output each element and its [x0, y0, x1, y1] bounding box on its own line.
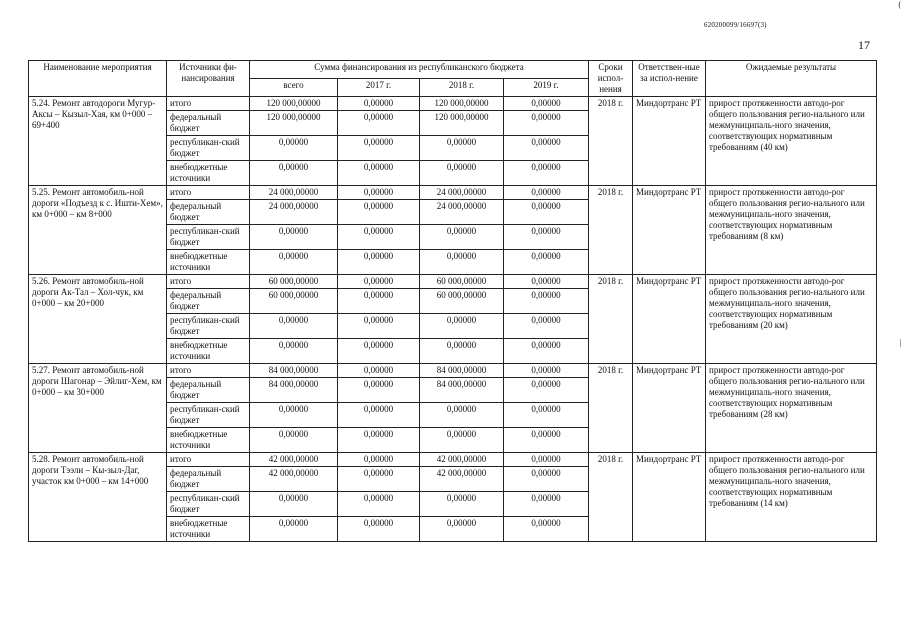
- total-value: 0,00000: [250, 161, 338, 186]
- total-value: 0,00000: [250, 339, 338, 364]
- value-2017: 0,00000: [338, 428, 420, 453]
- funding-source: федеральный бюджет: [167, 467, 250, 492]
- value-2018: 60 000,00000: [420, 289, 504, 314]
- execution-term: 2018 г.: [589, 97, 633, 186]
- value-2017: 0,00000: [338, 492, 420, 517]
- funding-source: итого: [167, 186, 250, 200]
- execution-term: 2018 г.: [589, 453, 633, 542]
- expected-result: прирост протяженности автодо-рог общего пользования регио-нального или межмуниципаль-ного значения, соответствующих нормативным требованиям (14 км): [706, 453, 877, 542]
- value-2019: 0,00000: [504, 161, 589, 186]
- page-number: 17: [858, 38, 870, 52]
- value-2019: 0,00000: [504, 186, 589, 200]
- funding-source: итого: [167, 97, 250, 111]
- table-header: [29, 61, 877, 97]
- total-value: 0,00000: [250, 314, 338, 339]
- value-2019: 0,00000: [504, 97, 589, 111]
- value-2017: 0,00000: [338, 453, 420, 467]
- table-row: [29, 453, 877, 467]
- total-value: 60 000,00000: [250, 289, 338, 314]
- header-sum-group: Сумма финансирования из республиканского бюджета: [250, 61, 589, 79]
- value-2017: 0,00000: [338, 225, 420, 250]
- header-2018: 2018 г.: [420, 79, 504, 97]
- value-2019: 0,00000: [504, 453, 589, 467]
- value-2018: 0,00000: [420, 225, 504, 250]
- total-value: 0,00000: [250, 225, 338, 250]
- total-value: 84 000,00000: [250, 364, 338, 378]
- value-2019: 0,00000: [504, 136, 589, 161]
- expected-result: прирост протяженности автодо-рог общего пользования регио-нального или межмуниципаль-ного значения, соответствующих нормативным требованиям (8 км): [706, 186, 877, 275]
- value-2018: 0,00000: [420, 403, 504, 428]
- header-term: Сроки испол-нения: [589, 61, 633, 97]
- responsible-party: Миндортранс РТ: [633, 364, 706, 453]
- execution-term: 2018 г.: [589, 275, 633, 364]
- value-2018: 120 000,00000: [420, 97, 504, 111]
- responsible-party: Миндортранс РТ: [633, 453, 706, 542]
- value-2017: 0,00000: [338, 403, 420, 428]
- value-2019: 0,00000: [504, 314, 589, 339]
- total-value: 60 000,00000: [250, 275, 338, 289]
- value-2019: 0,00000: [504, 289, 589, 314]
- value-2018: 0,00000: [420, 161, 504, 186]
- total-value: 42 000,00000: [250, 453, 338, 467]
- value-2019: 0,00000: [504, 428, 589, 453]
- value-2017: 0,00000: [338, 467, 420, 492]
- funding-source: республикан-ский бюджет: [167, 136, 250, 161]
- scan-mark: |: [899, 338, 901, 347]
- value-2017: 0,00000: [338, 200, 420, 225]
- value-2018: 0,00000: [420, 136, 504, 161]
- value-2018: 84 000,00000: [420, 364, 504, 378]
- funding-source: федеральный бюджет: [167, 289, 250, 314]
- value-2017: 0,00000: [338, 378, 420, 403]
- measure-name: 5.24. Ремонт автодороги Мугур-Аксы – Кызыл-Хая, км 0+000 – 69+400: [29, 97, 167, 186]
- value-2017: 0,00000: [338, 364, 420, 378]
- value-2017: 0,00000: [338, 275, 420, 289]
- value-2019: 0,00000: [504, 339, 589, 364]
- total-value: 0,00000: [250, 403, 338, 428]
- responsible-party: Миндортранс РТ: [633, 97, 706, 186]
- value-2018: 0,00000: [420, 314, 504, 339]
- total-value: 120 000,00000: [250, 97, 338, 111]
- table-row: [29, 186, 877, 200]
- value-2017: 0,00000: [338, 161, 420, 186]
- funding-source: федеральный бюджет: [167, 378, 250, 403]
- total-value: 0,00000: [250, 517, 338, 542]
- total-value: 0,00000: [250, 136, 338, 161]
- value-2017: 0,00000: [338, 250, 420, 275]
- expected-result: прирост протяженности автодо-рог общего пользования регио-нального или межмуниципаль-ного значения, соответствующих нормативным требованиям (40 км): [706, 97, 877, 186]
- value-2018: 24 000,00000: [420, 186, 504, 200]
- value-2017: 0,00000: [338, 339, 420, 364]
- total-value: 24 000,00000: [250, 200, 338, 225]
- funding-source: внебюджетные источники: [167, 161, 250, 186]
- value-2018: 24 000,00000: [420, 200, 504, 225]
- value-2019: 0,00000: [504, 275, 589, 289]
- table-body: [29, 97, 877, 542]
- funding-source: внебюджетные источники: [167, 339, 250, 364]
- value-2017: 0,00000: [338, 289, 420, 314]
- table-row: [29, 275, 877, 289]
- document-number: 620200099/16697(3): [704, 21, 767, 29]
- expected-result: прирост протяженности автодо-рог общего пользования регио-нального или межмуниципаль-ного значения, соответствующих нормативным требованиям (28 км): [706, 364, 877, 453]
- value-2019: 0,00000: [504, 403, 589, 428]
- total-value: 0,00000: [250, 428, 338, 453]
- value-2018: 84 000,00000: [420, 378, 504, 403]
- value-2017: 0,00000: [338, 314, 420, 339]
- funding-source: итого: [167, 453, 250, 467]
- funding-source: республикан-ский бюджет: [167, 225, 250, 250]
- value-2019: 0,00000: [504, 517, 589, 542]
- responsible-party: Миндортранс РТ: [633, 186, 706, 275]
- funding-source: федеральный бюджет: [167, 200, 250, 225]
- value-2018: 42 000,00000: [420, 453, 504, 467]
- value-2018: 60 000,00000: [420, 275, 504, 289]
- value-2018: 0,00000: [420, 339, 504, 364]
- value-2018: 120 000,00000: [420, 111, 504, 136]
- funding-source: итого: [167, 364, 250, 378]
- value-2018: 0,00000: [420, 428, 504, 453]
- funding-source: федеральный бюджет: [167, 111, 250, 136]
- value-2019: 0,00000: [504, 492, 589, 517]
- total-value: 84 000,00000: [250, 378, 338, 403]
- execution-term: 2018 г.: [589, 186, 633, 275]
- value-2018: 0,00000: [420, 492, 504, 517]
- value-2019: 0,00000: [504, 225, 589, 250]
- header-total: всего: [250, 79, 338, 97]
- value-2017: 0,00000: [338, 97, 420, 111]
- header-sources: Источники фи-нансирования: [167, 61, 250, 97]
- total-value: 24 000,00000: [250, 186, 338, 200]
- total-value: 0,00000: [250, 250, 338, 275]
- header-responsible: Ответствен-ные за испол-нение: [633, 61, 706, 97]
- value-2019: 0,00000: [504, 250, 589, 275]
- expected-result: прирост протяженности автодо-рог общего пользования регио-нального или межмуниципаль-ного значения, соответствующих нормативным требованиям (20 км): [706, 275, 877, 364]
- value-2017: 0,00000: [338, 136, 420, 161]
- measure-name: 5.27. Ремонт автомобиль-ной дороги Шагонар – Эйлиг-Хем, км 0+000 – км 30+000: [29, 364, 167, 453]
- header-2017: 2017 г.: [338, 79, 420, 97]
- funding-source: республикан-ский бюджет: [167, 403, 250, 428]
- funding-source: внебюджетные источники: [167, 517, 250, 542]
- header-2019: 2019 г.: [504, 79, 589, 97]
- measure-name: 5.26. Ремонт автомобиль-ной дороги Ак-Тал – Хол-чук, км 0+000 – км 20+000: [29, 275, 167, 364]
- value-2017: 0,00000: [338, 186, 420, 200]
- table-row: [29, 97, 877, 111]
- total-value: 0,00000: [250, 492, 338, 517]
- value-2019: 0,00000: [504, 364, 589, 378]
- funding-source: республикан-ский бюджет: [167, 314, 250, 339]
- value-2019: 0,00000: [504, 111, 589, 136]
- value-2018: 0,00000: [420, 517, 504, 542]
- scan-mark: (: [898, 0, 901, 9]
- measure-name: 5.25. Ремонт автомобиль-ной дороги «Подъезд к с. Ишти-Хем», км 0+000 – км 8+000: [29, 186, 167, 275]
- table-row: [29, 364, 877, 378]
- funding-source: внебюджетные источники: [167, 250, 250, 275]
- value-2018: 42 000,00000: [420, 467, 504, 492]
- header-results: Ожидаемые результаты: [706, 61, 877, 97]
- value-2017: 0,00000: [338, 517, 420, 542]
- responsible-party: Миндортранс РТ: [633, 275, 706, 364]
- value-2019: 0,00000: [504, 467, 589, 492]
- financing-table: [28, 60, 877, 542]
- funding-source: внебюджетные источники: [167, 428, 250, 453]
- total-value: 42 000,00000: [250, 467, 338, 492]
- header-name: Наименование мероприятия: [29, 61, 167, 97]
- measure-name: 5.28. Ремонт автомобиль-ной дороги Тээли – Кы-зыл-Даг, участок км 0+000 – км 14+000: [29, 453, 167, 542]
- funding-source: республикан-ский бюджет: [167, 492, 250, 517]
- total-value: 120 000,00000: [250, 111, 338, 136]
- value-2019: 0,00000: [504, 378, 589, 403]
- value-2018: 0,00000: [420, 250, 504, 275]
- funding-source: итого: [167, 275, 250, 289]
- value-2017: 0,00000: [338, 111, 420, 136]
- execution-term: 2018 г.: [589, 364, 633, 453]
- value-2019: 0,00000: [504, 200, 589, 225]
